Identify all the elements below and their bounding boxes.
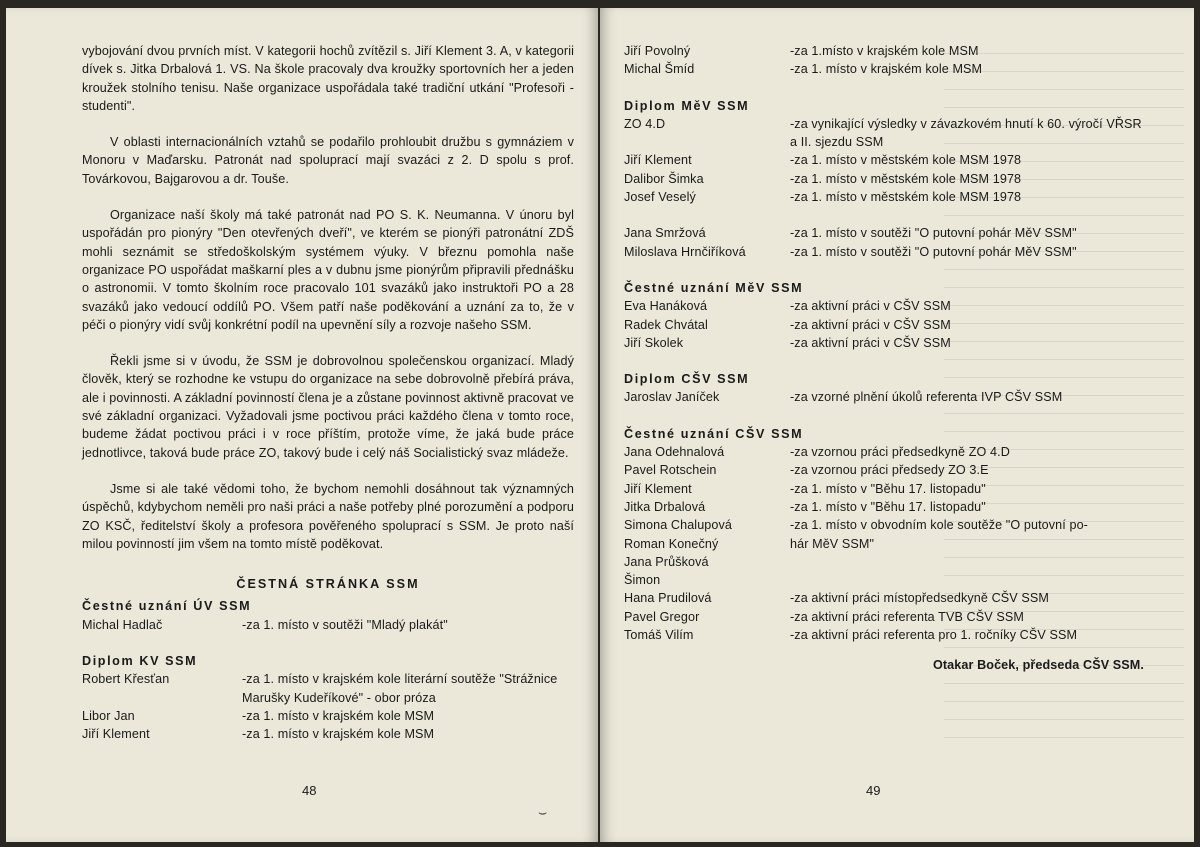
awardee-name: Pavel Gregor: [624, 609, 700, 624]
awardee-name: Michal Hadlač: [82, 617, 163, 632]
section-title: Diplom KV SSM: [82, 654, 198, 669]
page-number: 49: [866, 783, 881, 798]
award-description: -za aktivní práci v CŠV SSM: [790, 299, 951, 314]
award-entry: [624, 170, 1144, 188]
award-description: -za 1. místo v městském kole MSM 1978: [790, 153, 1022, 168]
right-page: [600, 8, 1194, 842]
award-entry: [82, 707, 574, 725]
awardee-name: Josef Veselý: [624, 190, 696, 205]
honor-page-title: ČESTNÁ STRÁNKA SSM: [236, 577, 420, 592]
award-description: -za 1.místo v krajském kole MSM: [790, 44, 979, 58]
award-entry: [624, 516, 1144, 534]
award-entry: [624, 224, 1144, 242]
award-entry: [624, 42, 1144, 60]
award-description: -za 1. místo v "Běhu 17. listopadu": [790, 481, 986, 496]
award-description: -za 1. místo v městském kole MSM 1978: [790, 171, 1022, 186]
award-entry: [624, 188, 1144, 206]
award-description: -za aktivní práci referenta TVB CŠV SSM: [790, 609, 1024, 624]
awardee-name: Jiří Klement: [82, 727, 150, 742]
award-entry: [624, 589, 1144, 607]
award-entry: [624, 480, 1144, 498]
section-title: Čestné uznání CŠV SSM: [624, 426, 804, 441]
signature-name: Otakar Boček,: [932, 658, 1019, 673]
left-page: [6, 8, 598, 842]
award-description: -za 1. místo v krajském kole MSM: [242, 727, 435, 742]
awardee-name: Jana Odehnalová: [624, 445, 725, 460]
awardee-name: ZO 4.D: [624, 116, 666, 131]
award-entry: [624, 571, 1144, 589]
award-entry: [624, 553, 1144, 571]
paragraph: V oblasti internacionálních vztahů se podařilo prohloubit družbu s gymnáziem v Monoru v Maďarsku. Patronát nad spoluprací mají svazáci z 2. D spolu s prof. Továrkovou, Bajgarovou a dr. Touše.: [82, 135, 574, 186]
awardee-name: Jiří Klement: [624, 153, 692, 168]
award-description: -za vzornou práci předsedy ZO 3.E: [790, 463, 989, 478]
awardee-name: Dalibor Šimka: [624, 171, 704, 186]
award-entry: [624, 297, 1144, 315]
left-page-text: [82, 42, 574, 744]
award-entry: [624, 461, 1144, 479]
awardee-name: Eva Hanáková: [624, 299, 708, 314]
ink-mark: ⌣: [538, 804, 548, 820]
award-description: -za 1. místo v krajském kole MSM: [790, 62, 983, 77]
award-description: -za 1. místo v "Běhu 17. listopadu": [790, 499, 986, 514]
award-description: -za 1. místo v soutěži "Mladý plakát": [242, 617, 448, 632]
awardee-name: Jiří Skolek: [624, 335, 684, 350]
award-entry: [624, 60, 1144, 78]
award-description: -za 1. místo v městském kole MSM 1978: [790, 190, 1022, 205]
awardee-name: Jitka Drbalová: [624, 499, 706, 514]
award-description: -za vynikající výsledky v závazkovém hnutí k 60. výročí VŘSR a II. sjezdu SSM: [790, 116, 1142, 150]
section-title: Čestné uznání ÚV SSM: [82, 599, 252, 614]
award-description: -za aktivní práci referenta pro 1. ročníky CŠV SSM: [790, 628, 1078, 643]
award-description: -za 1. místo v krajském kole literární soutěže "Strážnice Marušky Kudeříkové" - obor próza: [242, 672, 558, 705]
award-entry: [624, 608, 1144, 626]
award-entry: [82, 725, 574, 743]
award-entry: [624, 334, 1144, 352]
awardee-name: Jiří Klement: [624, 481, 692, 496]
section-title: Diplom CŠV SSM: [624, 372, 750, 387]
awardee-name: Libor Jan: [82, 708, 135, 723]
award-entry: [624, 115, 1144, 152]
award-description: -za 1. místo v obvodním kole soutěže "O putovní po-: [790, 518, 1088, 533]
section-title: Diplom MěV SSM: [624, 98, 750, 113]
awardee-name: Pavel Rotschein: [624, 463, 717, 478]
award-description: -za vzornou práci předsedkyně ZO 4.D: [790, 445, 1010, 460]
awardee-name: Tomáš Vilím: [624, 628, 694, 643]
award-entry: [624, 626, 1144, 644]
page-number: 48: [302, 783, 317, 798]
paragraph: Organizace naší školy má také patronát nad PO S. K. Neumanna. V únoru byl uspořádán pro pionýry "Den otevřených dveří", ve kterém se pionýři patronátní ZDŠ mohli seznámit se středoškolským systémem výuky. V březnu pomohla naše organizace PO uspořádat maškarní ples a v dubnu jsme pionýrům připravili přednášku o astronomii. V tomto školním roce pracovalo 101 svazáků jako instruktoři PO a 28 svazáků jako vedoucí oddílů PO. Všem patří naše poděkování a uznání za to, že v péči o pionýry vidí svůj konkrétní podíl na upevnění síly a rozvoje našeho SSM.: [82, 208, 574, 332]
award-entry: [624, 535, 1144, 553]
award-entry: [624, 151, 1144, 169]
awardee-name: Jana Smržová: [624, 226, 706, 241]
award-description: -za vzorné plnění úkolů referenta IVP CŠV SSM: [790, 390, 1063, 405]
award-description: -za aktivní práci místopředsedkyně CŠV SSM: [790, 591, 1049, 606]
awardee-name: Roman Konečný: [624, 536, 719, 551]
award-entry: [624, 443, 1144, 461]
awardee-name: Jaroslav Janíček: [624, 390, 720, 405]
awardee-name: Robert Křesťan: [82, 672, 170, 687]
award-description: [790, 571, 1144, 589]
right-page-text: [624, 42, 1144, 675]
award-entry: [82, 670, 574, 707]
award-entry: [624, 316, 1144, 334]
awardee-name: Jana Průšková: [624, 554, 709, 569]
awardee-name: Radek Chvátal: [624, 317, 708, 332]
award-description: -za 1. místo v soutěži "O putovní pohár MěV SSM": [790, 244, 1077, 259]
paragraph: Řekli jsme si v úvodu, že SSM je dobrovolnou společenskou organizací. Mladý člověk, který se rozhodne ke vstupu do organizace na sebe dobrovolně přebírá práva, ale i povinnosti. A základní povinností člena je a zůstane povinnost aktivně pracovat ve své základní organizaci. Vyžadovali jsme poctivou práci každého člena v tomto roce, budeme žádat poctivou práci i v roce příštím, protože víme, že jaká bude práce jednotlivce, taková bude práce ZO, takový bude i celý náš Socialistický svaz mládeže.: [82, 354, 574, 460]
award-description: -za aktivní práci v CŠV SSM: [790, 317, 951, 332]
awardee-name: Šimon: [624, 573, 661, 588]
paragraph: vybojování dvou prvních míst. V kategorii hochů zvítězil s. Jiří Klement 3. A, v kategorii dívek s. Jitka Drbalová 1. VS. Na škole pracovaly dva kroužky sportovních her a jeden kroužek stolního tenisu. Naše organizace uspořádala také tradiční utkání "Profesoři - studenti".: [82, 44, 574, 113]
award-description: hár MěV SSM": [790, 536, 875, 551]
awardee-name: Hana Prudilová: [624, 591, 712, 606]
award-description: [790, 553, 1144, 571]
award-entry: [624, 498, 1144, 516]
signature: [624, 656, 1144, 674]
paragraph: Jsme si ale také vědomi toho, že bychom nemohli dosáhnout tak významných úspěchů, kdybychom neměli pro naši práci a naše potřeby plné porozumění a podporu ZO KSČ, ředitelství školy a profesora pověřeného spoluprací s SSM. Je proto naší milou povinností jim všem na tomto místě poděkovat.: [82, 481, 574, 551]
award-entry: [82, 616, 574, 634]
awardee-name: Miloslava Hrnčiříková: [624, 244, 746, 259]
awardee-name: Simona Chalupová: [624, 518, 733, 533]
award-entry: [624, 388, 1144, 406]
award-entry: [624, 243, 1144, 261]
award-description: -za 1. místo v krajském kole MSM: [242, 708, 435, 723]
award-description: -za aktivní práci v CŠV SSM: [790, 335, 951, 350]
section-title: Čestné uznání MěV SSM: [624, 280, 804, 295]
award-description: -za 1. místo v soutěži "O putovní pohár MěV SSM": [790, 226, 1077, 241]
awardee-name: Michal Šmíd: [624, 62, 695, 77]
signature-role: předseda CŠV SSM.: [1022, 658, 1144, 673]
awardee-name: Jiří Povolný: [624, 44, 691, 58]
